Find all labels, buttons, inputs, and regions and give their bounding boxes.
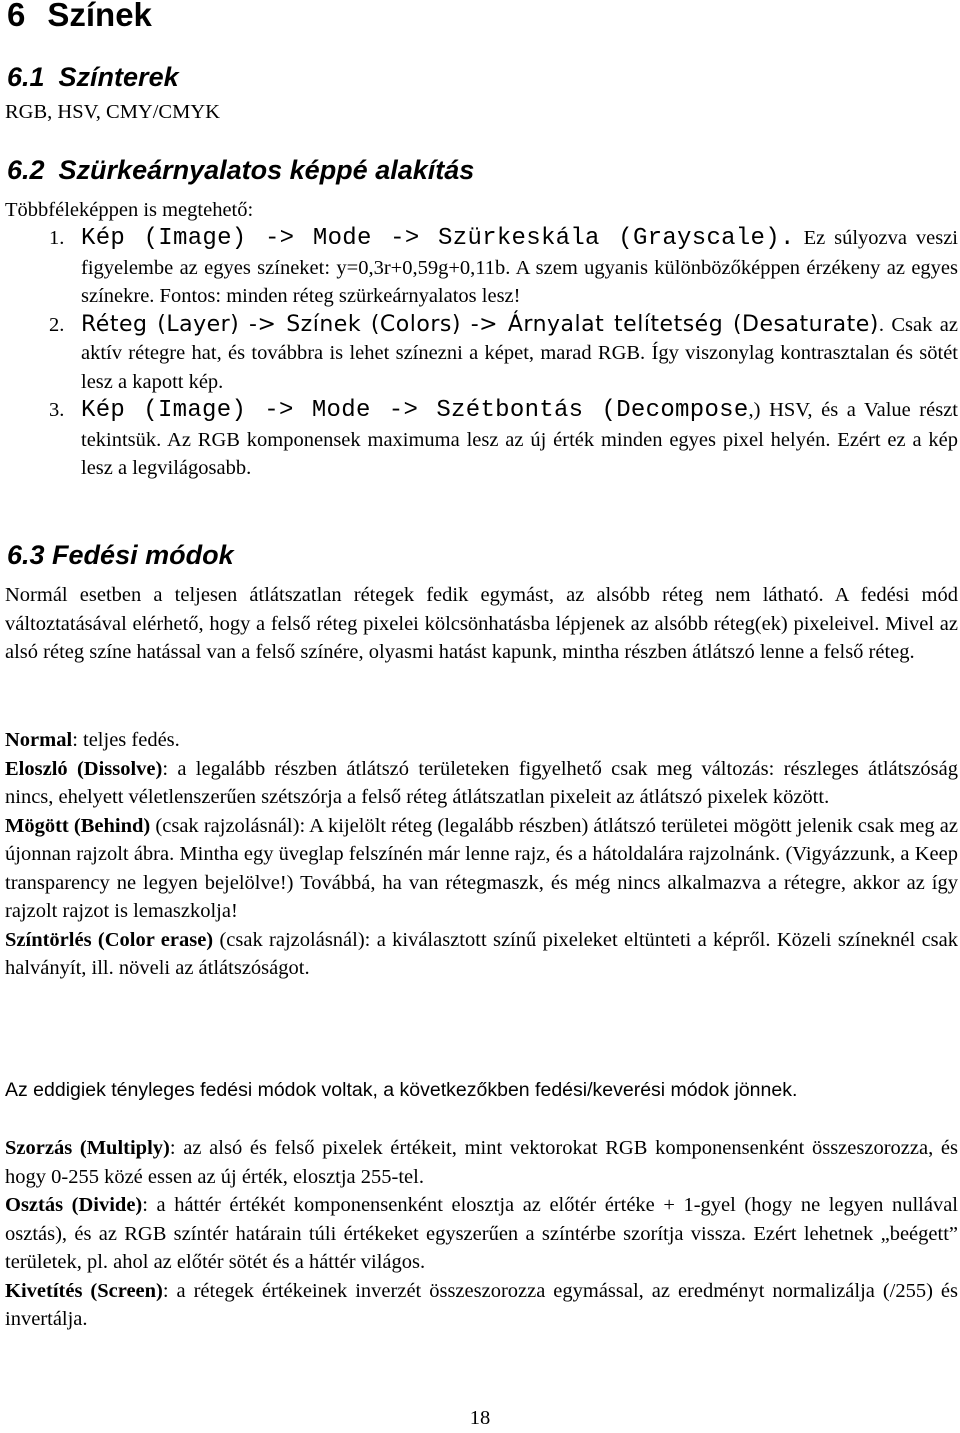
section-title: Szürkeárnyalatos képpé alakítás — [58, 155, 475, 185]
mode-entry — [5, 812, 958, 926]
list-item — [5, 311, 958, 397]
mode-entry — [5, 1191, 958, 1277]
mode-term: Normal — [5, 729, 73, 751]
grayscale-methods-list — [5, 224, 958, 483]
blend-modes-list-2 — [5, 1134, 958, 1334]
mode-entry — [5, 1134, 958, 1191]
mode-term: Színtörlés (Color erase) — [5, 928, 214, 951]
mode-description: (csak rajzolásnál): a kiválasztott színű pixeleket eltünteti a képről. Közeli színeknél csak halványít, ill. növeli az átlátszóságot. — [5, 928, 958, 979]
list-item — [5, 224, 958, 311]
section-heading-6-1 — [7, 62, 179, 92]
list-item-number: 1. — [49, 227, 65, 249]
mode-entry — [5, 926, 958, 983]
list-item-number: 3. — [49, 399, 65, 421]
mode-entry — [5, 726, 958, 755]
mode-description: : teljes fedés. — [72, 729, 180, 751]
section-title: Fedési módok — [44, 540, 234, 570]
menu-path-code: Kép (Image) -> Mode -> Szürkeskála (Grayscale). — [81, 225, 795, 252]
menu-path-code: Kép (Image) -> Mode -> Szétbontás (Decompose — [81, 397, 749, 424]
mode-term: Osztás (Divide) — [5, 1194, 143, 1216]
mode-description: : a legalább részben átlátszó területeken figyelhető csak meg változás: részleges átlátszóság nincs, ehelyett véletlenszerűen szétszórja a felső réteg átlátszatlan pixeleit az átlátszó pixelek között. — [5, 757, 958, 808]
mode-term: Szorzás (Multiply) — [5, 1137, 170, 1159]
list-item-text: . Csak az aktív rétegre hat, és továbbra is lehet színezni a képet, marad RGB. Így viszonylag kontrasztalan és sötét lesz a kapott kép. — [81, 313, 958, 393]
menu-path-code: Réteg (Layer) -> Színek (Colors) -> Árnyalat telítetség (Desaturate) — [81, 311, 879, 337]
section-heading-6-3 — [7, 540, 234, 570]
grayscale-intro: Többféleképpen is megtehető: — [5, 199, 254, 221]
chapter-number: 6 — [7, 0, 26, 33]
page-number: 18 — [469, 1407, 491, 1429]
mode-description: (csak rajzolásnál): A kijelölt réteg (legalább részben) átlátszó területei mögött jelenik csak meg az újonnan rajzolt ábra. Mintha egy üveglap felszínén már lenne rajz, és a hátoldalára rajzolnánk. (Vigyázzunk, a Keep transparency ne legyen bejelölve!) Továbbá, ha van rétegmaszk, és még nincs alkalmazva a rétegre, akkor az így rajzolt rajzot is lemaszkolja! — [5, 814, 958, 922]
list-item-text: Ez súlyozva veszi figyelembe az egyes színeket: y=0,3r+0,59g+0,11b. A szem ugyanis különbözőképpen érzékeny az egyes színekre. Fontos: minden réteg szürkeárnyalatos lesz! — [81, 227, 958, 307]
section-number: 6.1 — [7, 62, 45, 92]
mode-entry — [5, 1277, 958, 1334]
mode-term: Mögött (Behind) — [5, 814, 151, 837]
transition-text: Az eddigiek tényleges fedési módok voltak, a következőkben fedési/keverési módok jönnek. — [5, 1079, 798, 1101]
list-item-number: 2. — [49, 313, 65, 336]
section-title: Színterek — [58, 62, 179, 92]
mode-term: Kivetítés (Screen) — [5, 1279, 163, 1302]
section-number: 6.3 — [7, 540, 45, 570]
mode-description: : az alsó és felső pixelek értékeit, mint vektorokat RGB komponensenként összeszorozza, és hogy 0-255 közé essen az új érték, elosztja 255-tel. — [5, 1137, 958, 1188]
mode-term: Eloszló (Dissolve) — [5, 757, 163, 780]
section-heading-6-2 — [7, 155, 474, 185]
blend-modes-list-1 — [5, 726, 958, 983]
chapter-heading — [7, 0, 152, 32]
mode-description: : a rétegek értékeinek inverzét összeszorozza egymással, az eredményt normalizálja (/255) és invertálja. — [5, 1279, 958, 1330]
mode-description: : a háttér értékét komponensenként elosztja az előtér értéke + 1-gyel (hogy ne legyen nullával osztás), és az RGB színtér határain túli értékeket egyszerűen a színtérbe szorítja vissza. Ezért lehetnek „beégett” területek, pl. ahol az előtér sötét és a háttér világos. — [5, 1194, 958, 1273]
list-item — [5, 396, 958, 483]
chapter-title: Színek — [47, 0, 152, 33]
section-number: 6.2 — [7, 155, 45, 185]
blend-modes-intro: Normál esetben a teljesen átlátszatlan rétegek fedik egymást, az alsóbb réteg nem látható. A fedési mód változtatásával elérhető, hogy a felső réteg pixelei kölcsönhatásba lépjenek az alsóbb réteg(ek) pixeleivel. Mivel az alsó réteg színe hatással van a felső színére, olyasmi hatást kapunk, mintha részben átlátszó lenne a felső réteg. — [5, 584, 958, 663]
list-item-text: ,) HSV, és a Value részt tekintsük. Az RGB komponensek maximuma lesz az új érték minden egyes pixel helyén. Ezért ez a kép lesz a legvilágosabb. — [81, 399, 958, 479]
color-spaces-text: RGB, HSV, CMY/CMYK — [5, 101, 220, 123]
mode-entry — [5, 755, 958, 812]
